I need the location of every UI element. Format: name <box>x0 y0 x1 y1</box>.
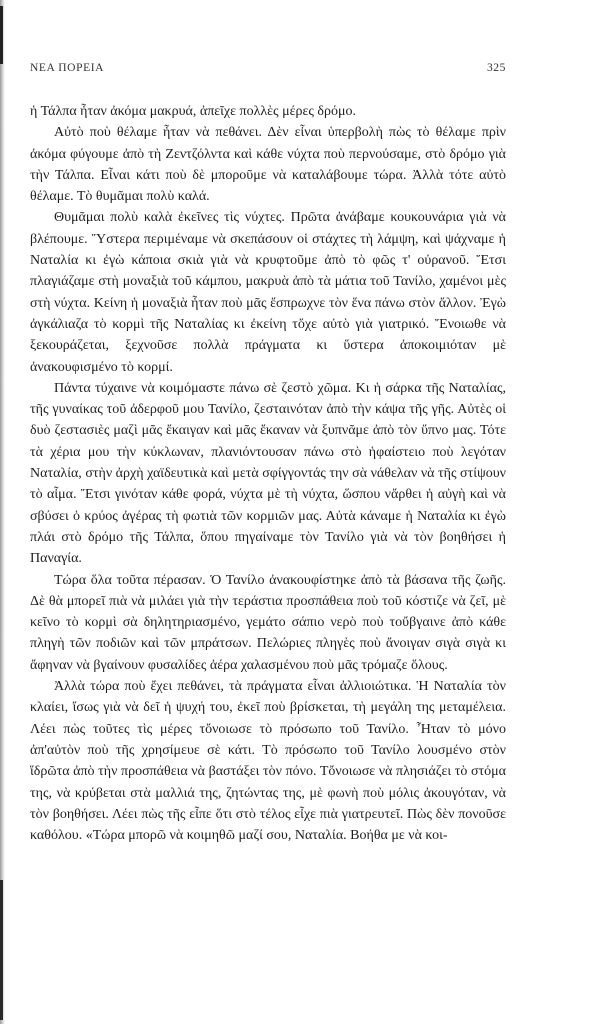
paragraph-continued: ἡ Τάλπα ἦταν ἀκόμα μακρυά, ἀπεῖχε πολλὲς μέρες δρόμο. <box>30 104 356 119</box>
binding-mark-bottom <box>0 880 3 1020</box>
page-number: 325 <box>486 62 506 74</box>
body-text <box>30 101 506 846</box>
paragraph: Τώρα ὅλα τοῦτα πέρασαν. Ὁ Τανίλο ἀνακουφίστηκε ἀπὸ τὰ βάσανα τῆς ζωῆς. Δὲ θὰ μπορεῖ πιὰ νὰ μιλάει γιὰ τὴν τεράστια προσπάθεια ποὺ τοῦ κόστιζε νὰ ζεῖ, μὲ κεῖνο τὸ κορμὶ σὰ δηλητηριασμένο, γεμάτο σάπιο νερὸ ποὺ τοὔβγαινε ἀπὸ κάθε πληγὴ τῶν ποδιῶν καὶ τῶν μπράτσων. Πελώριες πληγὲς ποὺ ἄνοιγαν σιγὰ σιγὰ κι ἄφηναν νὰ βγαίνουν φυσαλίδες ἀέρα χαλασμένου ποὺ μᾶς τρόμαζε ὅλους. <box>30 572 506 673</box>
page-binding-shadow <box>0 0 5 1024</box>
paragraph: Θυμᾶμαι πολὺ καλὰ ἐκεῖνες τὶς νύχτες. Πρῶτα ἀνάβαμε κουκουνάρια γιὰ νὰ βλέπουμε. Ὕστερα περιμέναμε νὰ σκεπάσουν οἱ στάχτες τὴ λάμψη, καὶ ψάχναμε ἡ Ναταλία κι ἐγὼ κάποια σκιὰ γιὰ νὰ κρυφτοῦμε ἀπὸ τὸ φῶς τ' οὐρανοῦ. Ἔτσι πλαγιάζαμε στὴ μοναξιὰ τοῦ κάμπου, μακρυὰ ἀπὸ τὰ μάτια τοῦ Τανίλο, χαμένοι μὲς στὴ νύχτα. Κείνη ἡ μοναξιὰ ἦταν ποὺ μᾶς ἔσπρωχνε τὸν ἕνα πάνω στὸν ἄλλον. Ἐγὼ ἀγκάλιαζα τὸ κορμὶ τῆς Ναταλίας κι ἐκείνη τὄχε αὐτὸ γιὰ γιατρικό. Ἔνοιωθε νὰ ξεκουράζεται, ξεχνοῦσε πολλὰ πράγματα κι ὕστερα ἀποκοιμιόταν μὲ ἀνακουφισμένο τὸ κορμί. <box>30 210 506 375</box>
running-header <box>30 62 506 78</box>
paragraph: Αὐτὸ ποὺ θέλαμε ἦταν νὰ πεθάνει. Δὲν εἶναι ὑπερβολὴ πὼς τὸ θέλαμε πρὶν ἀκόμα φύγουμε ἀπὸ τὴ Ζεντζόλντα καὶ κάθε νύχτα ποὺ περνούσαμε, στὸ δρόμο γιὰ τὴν Τάλπα. Εἶναι κάτι ποὺ δὲ μποροῦμε νὰ καταλάβουμε τώρα. Ἀλλὰ τότε αὐτὸ θέλαμε. Τὸ θυμᾶμαι πολὺ καλά. <box>30 125 506 205</box>
paragraph: Ἀλλὰ τώρα ποὺ ἔχει πεθάνει, τὰ πράγματα εἶναι ἀλλιοιώτικα. Ἡ Ναταλία τὸν κλαίει, ἴσως γιὰ νὰ δεῖ ἡ ψυχή του, ἐκεῖ ποὺ βρίσκεται, τὴ μεγάλη της μεταμέλεια. Λέει πὼς τοῦτες τὶς μέρες τὄνοιωσε τὸ πρόσωπο τοῦ Τανίλο. Ἦταν τὸ μόνο ἀπ'αὐτὸν ποὺ τῆς χρησίμευε σὲ κάτι. Τὸ πρόσωπο τοῦ Τανίλο λουσμένο στὸν ἵδρῶτα ἀπὸ τὴν προσπάθεια νὰ βαστάξει τὸν πόνο. Τὄνοιωσε νὰ πλησιάζει τὸ στόμα της, νὰ κρύβεται στὰ μαλλιά της, ζητώντας της, μὲ φωνὴ ποὺ μόλις ἀκουγόταν, νὰ τὸν βοηθήσει. Λέει πὼς τῆς εἶπε ὅτι στὸ τέλος εἶχε πιὰ γιατρευτεῖ. Πὼς δὲν πονοῦσε καθόλου. «Τώρα μπορῶ νὰ κοιμηθῶ μαζί σου, Ναταλία. Βοήθα με νὰ κοι- <box>30 679 506 844</box>
binding-mark-top <box>0 6 3 64</box>
paragraph: Πάντα τύχαινε νὰ κοιμόμαστε πάνω σὲ ζεστὸ χῶμα. Κι ἡ σάρκα τῆς Ναταλίας, τῆς γυναίκας τοῦ ἀδερφοῦ μου Τανίλο, ζεσταινόταν ἀπὸ τὴν κάψα τῆς γῆς. Αὐτὲς οἱ δυὸ ζεστασιὲς μαζὶ μᾶς ἔκαιγαν καὶ μᾶς ἔκαναν νὰ ξυπνᾶμε ἀπὸ τὸν ὕπνο μας. Τότε τὰ χέρια μου τὴν κύκλωναν, πλανιόντουσαν πάνω στὸ ἡφαίστειο ποὺ λεγόταν Ναταλία, στὴν ἀρχὴ χαϊδευτικὰ καὶ μετὰ σφίγγοντάς την σὰ νάθελαν νὰ τῆς στίψουν τὸ αἷμα. Ἔτσι γινόταν κάθε φορά, νύχτα μὲ τὴ νύχτα, ὥσπου νἄρθει ἡ αὐγὴ καὶ νὰ σβύσει ὁ κρύος ἀγέρας τὴ φωτιὰ τῶν κορμιῶν μας. Αὐτὰ κάναμε ἡ Ναταλία κι ἐγὼ πλάι στὸ δρόμο τῆς Τάλπα, ὅπου πηγαίναμε τὸν Τανίλο γιὰ νὰ τὸν βοηθήσει ἡ Παναγία. <box>30 380 506 567</box>
running-title: ΝΕΑ ΠΟΡΕΙΑ <box>30 62 105 74</box>
